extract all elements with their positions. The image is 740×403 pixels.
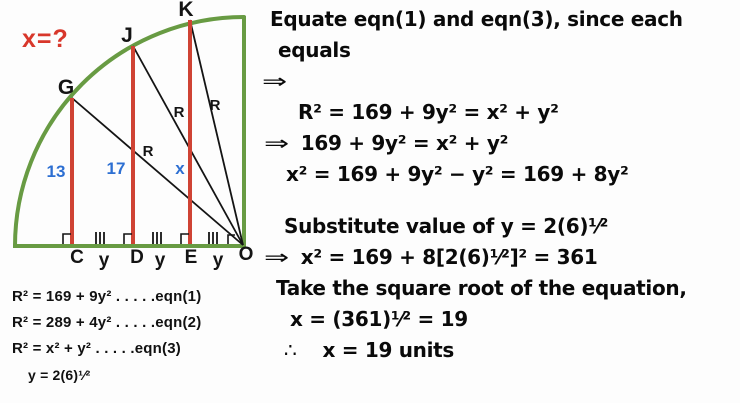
- radius-label-OJ: R: [173, 104, 185, 121]
- point-label-G: G: [57, 76, 75, 99]
- equation-3: R² = x² + y² . . . . .eqn(3): [12, 340, 181, 357]
- point-label-D: D: [130, 247, 144, 268]
- solution-panel: [258, 4, 740, 366]
- equation-list: [12, 284, 201, 388]
- y-value-equation: y = 2(6)¹⁄²: [28, 367, 91, 383]
- point-label-O: O: [238, 244, 254, 265]
- solution-step-x-squared: x² = 169 + 9y² − y² = 169 + 8y²: [286, 162, 629, 186]
- solution-heading-line-1: Equate eqn(1) and eqn(3), since each: [270, 7, 683, 31]
- equation-1: R² = 169 + 9y² . . . . .eqn(1): [12, 288, 202, 305]
- point-label-J: J: [121, 24, 133, 47]
- solution-step-x-result: x = (361)¹⁄² = 19: [290, 307, 468, 331]
- point-label-E: E: [184, 247, 198, 268]
- geometry-diagram: [0, 0, 260, 282]
- implies-arrow-icon: ⇒: [262, 69, 288, 93]
- radius-label-OG: R: [142, 143, 154, 160]
- therefore-icon: ∴: [284, 338, 297, 362]
- right-angle-mark-D: [124, 234, 132, 244]
- solution-conclusion: [258, 335, 740, 366]
- question-label: x=?: [22, 25, 69, 53]
- solution-step-simplify: [258, 128, 740, 159]
- solution-step-simplify-text: 169 + 9y² = x² + y²: [300, 131, 509, 155]
- implies-arrow-icon: ⇒: [264, 131, 290, 155]
- radius-OG-line: [72, 98, 243, 245]
- point-label-C: C: [70, 247, 84, 268]
- chord-length-13: 13: [46, 162, 66, 181]
- solution-step-equate: R² = 169 + 9y² = x² + y²: [298, 100, 559, 124]
- chord-length-x: x: [175, 159, 185, 178]
- segment-y-label-2: y: [154, 250, 166, 271]
- tick-marks-EO: [209, 232, 217, 244]
- right-angle-mark-C: [63, 234, 71, 244]
- right-angle-mark-E: [181, 234, 189, 244]
- solution-conclusion-text: x = 19 units: [322, 338, 455, 362]
- equation-2: R² = 289 + 4y² . . . . .eqn(2): [12, 314, 202, 331]
- implies-arrow-icon: ⇒: [264, 245, 290, 269]
- tick-marks-DE: [153, 232, 161, 244]
- radius-label-OK: R: [209, 97, 221, 114]
- solution-step-sqrt-note: Take the square root of the equation,: [276, 276, 687, 300]
- segment-y-label-1: y: [98, 250, 110, 271]
- solution-step-evaluate: [258, 242, 740, 273]
- solution-step-substitute: Substitute value of y = 2(6)¹⁄²: [284, 214, 609, 238]
- chord-length-17: 17: [106, 159, 126, 178]
- point-label-K: K: [178, 0, 194, 21]
- segment-y-label-3: y: [212, 250, 224, 271]
- radius-OK-line: [190, 20, 243, 245]
- solution-step-evaluate-text: x² = 169 + 8[2(6)¹⁄²]² = 361: [300, 245, 598, 269]
- solution-heading-line-2: equals: [278, 38, 351, 62]
- tick-marks-CD: [96, 232, 104, 244]
- quarter-circle-figure: [0, 0, 260, 282]
- solution-step-arrow: [258, 66, 740, 97]
